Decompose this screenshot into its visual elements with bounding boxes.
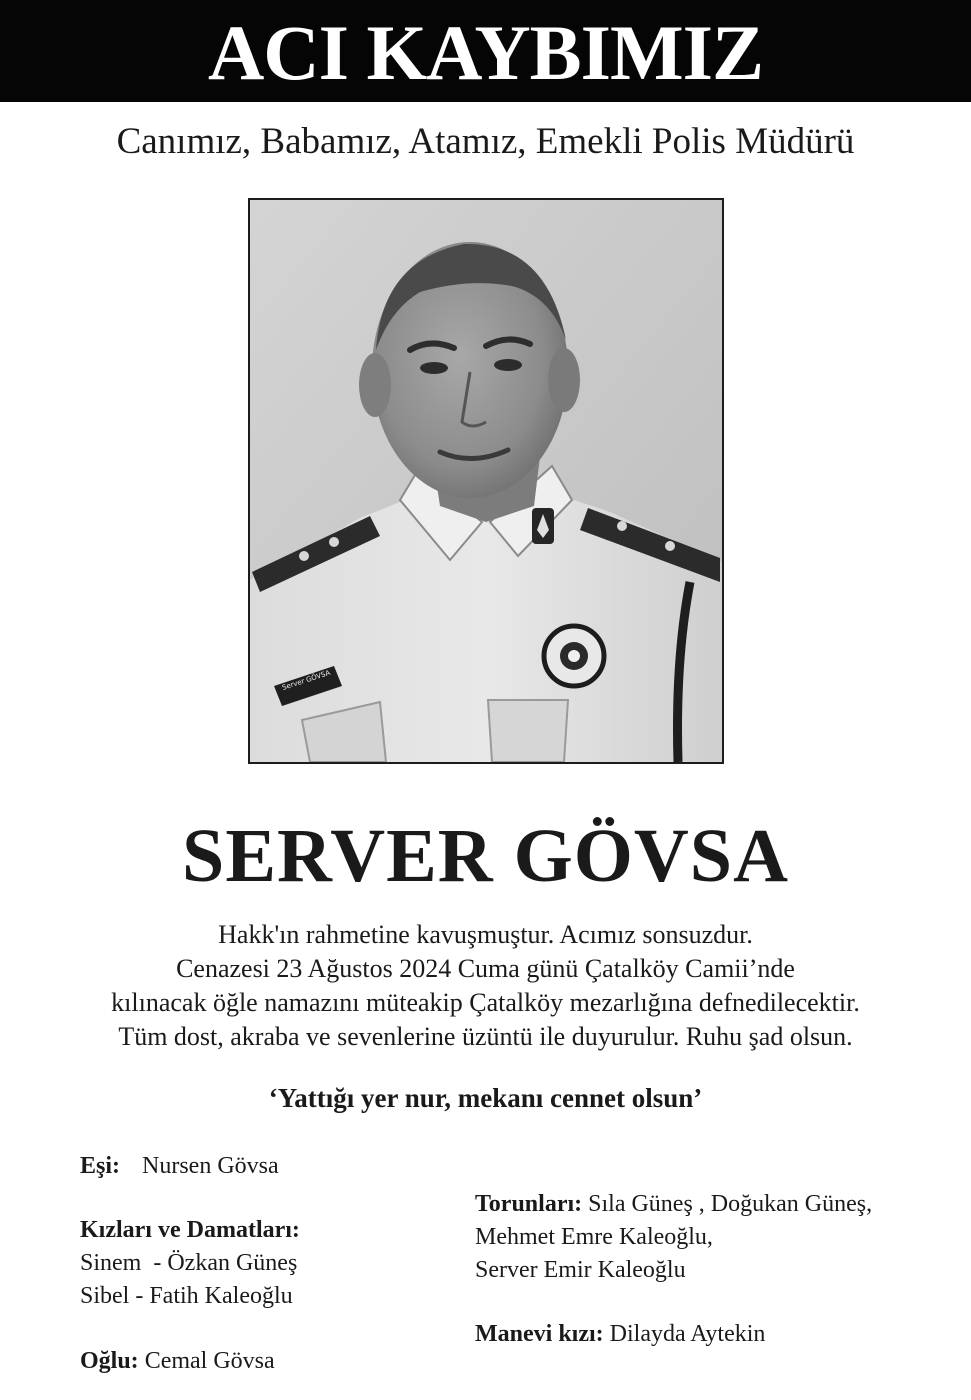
portrait-photo bbox=[248, 198, 724, 764]
deceased-name: SERVER GÖVSA bbox=[182, 814, 789, 898]
son-name: Cemal Gövsa bbox=[144, 1348, 275, 1374]
subtitle: Canımız, Babamız, Atamız, Emekli Polis Müdürü bbox=[116, 121, 855, 162]
memorial-quote: ‘Yattığı yer nur, mekanı cennet olsun’ bbox=[268, 1083, 703, 1113]
spouse-entry bbox=[80, 1150, 279, 1183]
grandchildren-line: Mehmet Emre Kaleoğlu, bbox=[475, 1224, 713, 1250]
grandchildren-section bbox=[475, 1188, 872, 1221]
announcement-line: Cenazesi 23 Ağustos 2024 Cuma günü Çatalköy Camii’nde bbox=[176, 954, 795, 983]
name-tag-text: Server GÖVSA bbox=[281, 668, 332, 692]
grandchildren-line: Server Emir Kaleoğlu bbox=[475, 1257, 686, 1283]
son-label: Oğlu: bbox=[80, 1348, 139, 1374]
announcement-line: Hakk'ın rahmetine kavuşmuştur. Acımız sonsuzdur. bbox=[218, 920, 753, 949]
announcement-text bbox=[0, 918, 971, 1054]
son-entry bbox=[80, 1345, 275, 1378]
daughters-section bbox=[80, 1214, 300, 1247]
spiritual-daughter-name: Dilayda Aytekin bbox=[609, 1321, 766, 1347]
spouse-name: Nursen Gövsa bbox=[142, 1153, 279, 1179]
spiritual-daughter-label: Manevi kızı: bbox=[475, 1321, 604, 1347]
announcement-line: kılınacak öğle namazını müteakip Çatalköy mezarlığına defnedilecektir. bbox=[111, 988, 860, 1017]
spouse-label: Eşi: bbox=[80, 1153, 121, 1179]
announcement-line: Tüm dost, akraba ve sevenlerine üzüntü ile duyurulur. Ruhu şad olsun. bbox=[118, 1022, 853, 1051]
spiritual-daughter-entry bbox=[475, 1318, 765, 1351]
grandchildren-line: Sıla Güneş , Doğukan Güneş, bbox=[588, 1191, 873, 1217]
daughter-entry: Sinem - Özkan Güneş bbox=[80, 1250, 298, 1276]
grandchildren-label: Torunları: bbox=[475, 1191, 583, 1217]
daughters-label: Kızları ve Damatları: bbox=[80, 1217, 300, 1243]
header-title: ACI KAYBIMIZ bbox=[207, 9, 764, 96]
header-banner bbox=[0, 0, 971, 102]
daughter-entry: Sibel - Fatih Kaleoğlu bbox=[80, 1283, 293, 1309]
